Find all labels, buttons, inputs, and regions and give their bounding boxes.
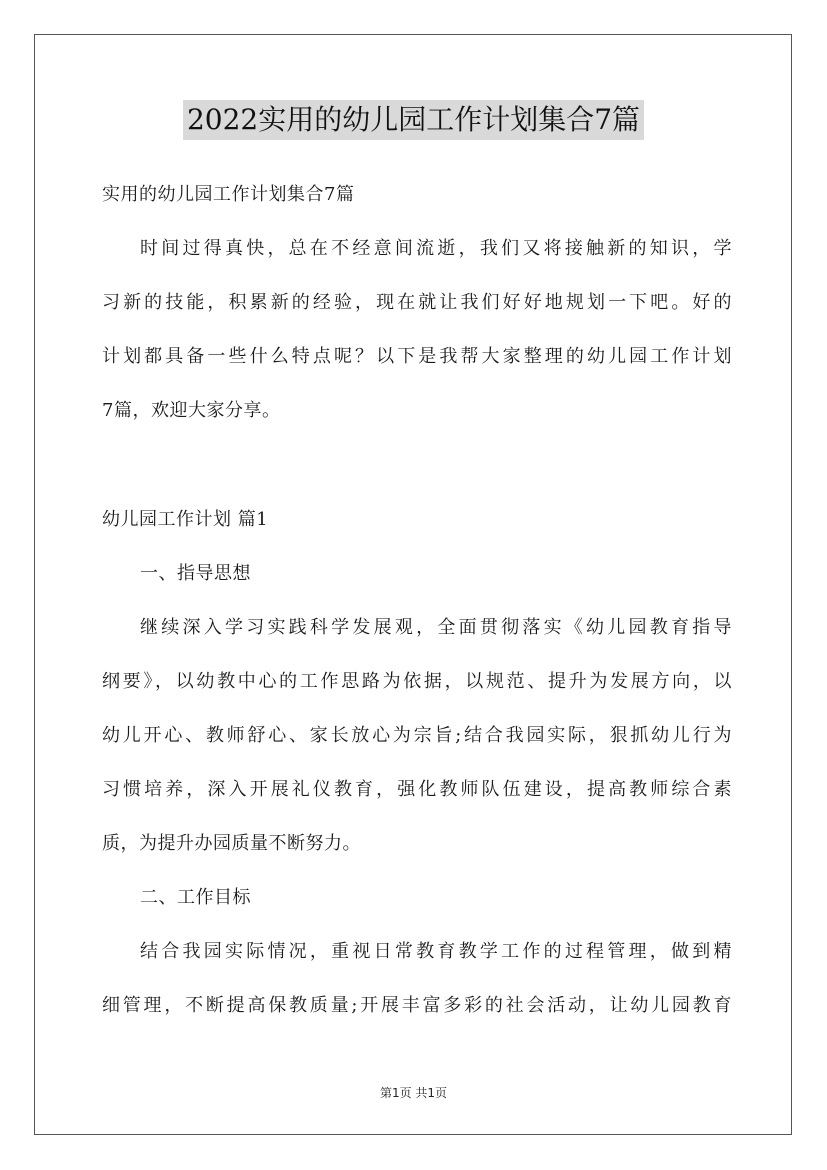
intro-line-1: 时间过得真快，总在不经意间流逝，我们又将接触新的知识，学 bbox=[140, 238, 732, 259]
para1-line-2: 纲要》，以幼教中心的工作思路为依据，以规范、提升为发展方向，以 bbox=[102, 671, 732, 692]
page-footer: 第1页 共1页 bbox=[379, 1086, 448, 1100]
para1-line-5: 质，为提升办园质量不断努力。 bbox=[102, 833, 361, 854]
heading-work-goals: 二、工作目标 bbox=[140, 887, 251, 908]
intro-line-4: 7篇，欢迎大家分享。 bbox=[102, 400, 281, 421]
para1-line-1: 继续深入学习实践科学发展观，全面贯彻落实《幼儿园教育指导 bbox=[140, 617, 732, 638]
title-container bbox=[0, 100, 827, 140]
intro-line-3: 计划都具备一些什么特点呢？以下是我帮大家整理的幼儿园工作计划 bbox=[102, 346, 732, 367]
para1-line-3: 幼儿开心、教师舒心、家长放心为宗旨;结合我园实际，狠抓幼儿行为 bbox=[102, 725, 732, 746]
para2-line-1: 结合我园实际情况，重视日常教育教学工作的过程管理，做到精 bbox=[140, 941, 732, 962]
section-title: 幼儿园工作计划 篇1 bbox=[102, 509, 269, 530]
para2-line-2: 细管理，不断提高保教质量;开展丰富多彩的社会活动，让幼儿园教育 bbox=[102, 995, 732, 1016]
document-subtitle: 实用的幼儿园工作计划集合7篇 bbox=[102, 184, 355, 205]
document-title: 2022实用的幼儿园工作计划集合7篇 bbox=[183, 100, 644, 140]
heading-guiding-ideology: 一、指导思想 bbox=[140, 563, 251, 584]
intro-line-2: 习新的技能，积累新的经验，现在就让我们好好地规划一下吧。好的 bbox=[102, 292, 732, 313]
para1-line-4: 习惯培养，深入开展礼仪教育，强化教师队伍建设，提高教师综合素 bbox=[102, 779, 732, 800]
